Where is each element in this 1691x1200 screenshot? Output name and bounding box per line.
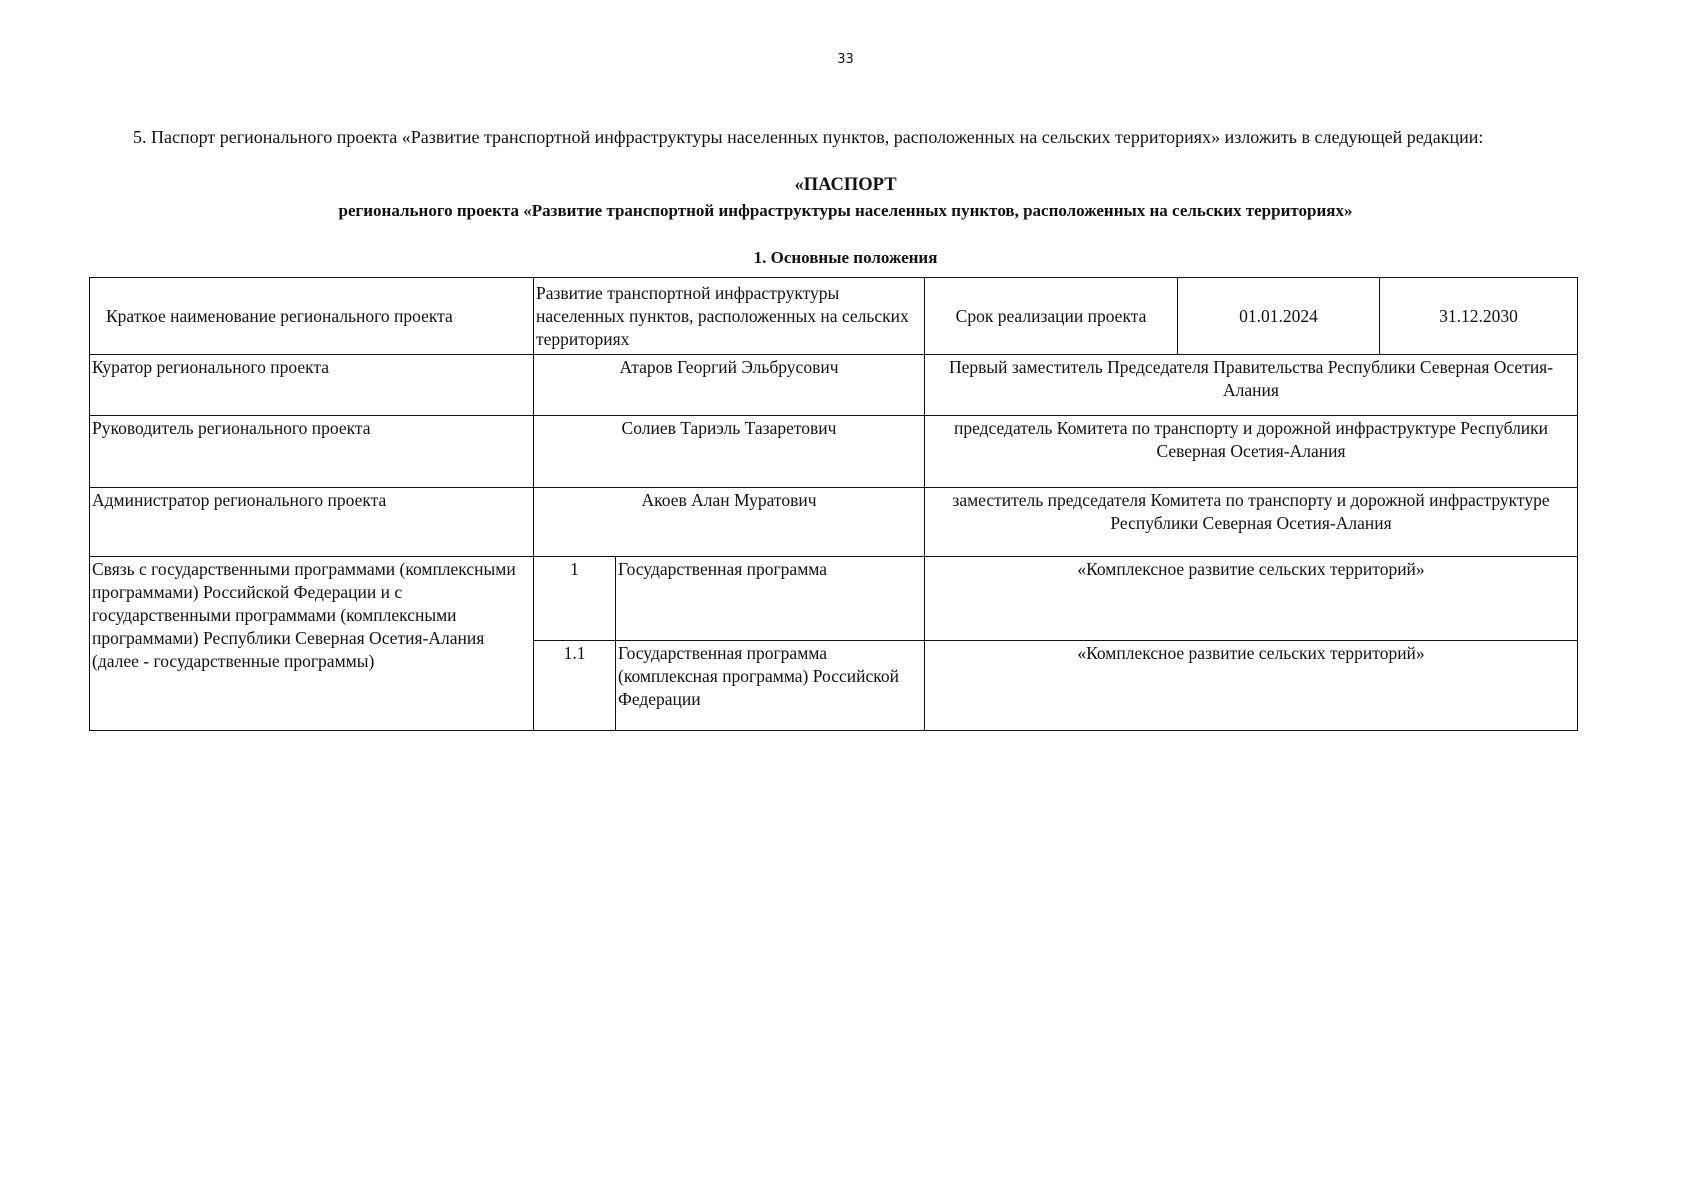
table-row [90,488,1578,557]
program-type: Государственная программа [616,557,925,641]
programs-label: Связь с государственными программами (комплексными программами) Российской Федерации и с государственными программами (комплексными программами) Республики Северная Осетия-Алания (далее - государственные программы) [90,557,534,731]
page-number: 33 [837,52,854,67]
program-number: 1 [534,557,616,641]
start-date: 01.01.2024 [1178,278,1380,355]
administrator-position: заместитель председателя Комитета по транспорту и дорожной инфраструктуре Республики Северная Осетия-Алания [925,488,1578,557]
table-row [90,278,1578,355]
end-date: 31.12.2030 [1380,278,1578,355]
document-title: «ПАСПОРТ [794,175,897,195]
curator-position: Первый заместитель Председателя Правительства Республики Северная Осетия-Алания [925,355,1578,416]
intro-paragraph: 5. Паспорт регионального проекта «Развитие транспортной инфраструктуры населенных пунктов, расположенных на сельских территориях» изложить в следующей редакции: [133,127,1484,147]
administrator-name: Акоев Алан Муратович [534,488,925,557]
program-number: 1.1 [534,641,616,731]
administrator-label: Администратор регионального проекта [90,488,534,557]
program-type: Государственная программа (комплексная программа) Российской Федерации [616,641,925,731]
short-name-label: Краткое наименование регионального проекта [90,278,534,355]
short-name-value: Развитие транспортной инфраструктуры населенных пунктов, расположенных на сельских территориях [534,278,925,355]
table-row [90,416,1578,488]
head-position: председатель Комитета по транспорту и дорожной инфраструктуре Республики Северная Осетия-Алания [925,416,1578,488]
head-label: Руководитель регионального проекта [90,416,534,488]
curator-label: Куратор регионального проекта [90,355,534,416]
program-name: «Комплексное развитие сельских территорий» [925,641,1578,731]
section-title: 1. Основные положения [753,248,938,267]
curator-name: Атаров Георгий Эльбрусович [534,355,925,416]
passport-table [89,277,1578,731]
period-label: Срок реализации проекта [925,278,1178,355]
document-subtitle: регионального проекта «Развитие транспортной инфраструктуры населенных пунктов, расположенных на сельских территориях» [338,201,1353,220]
table-row [90,557,1578,641]
table-row [90,355,1578,416]
program-name: «Комплексное развитие сельских территорий» [925,557,1578,641]
head-name: Солиев Тариэль Тазаретович [534,416,925,488]
